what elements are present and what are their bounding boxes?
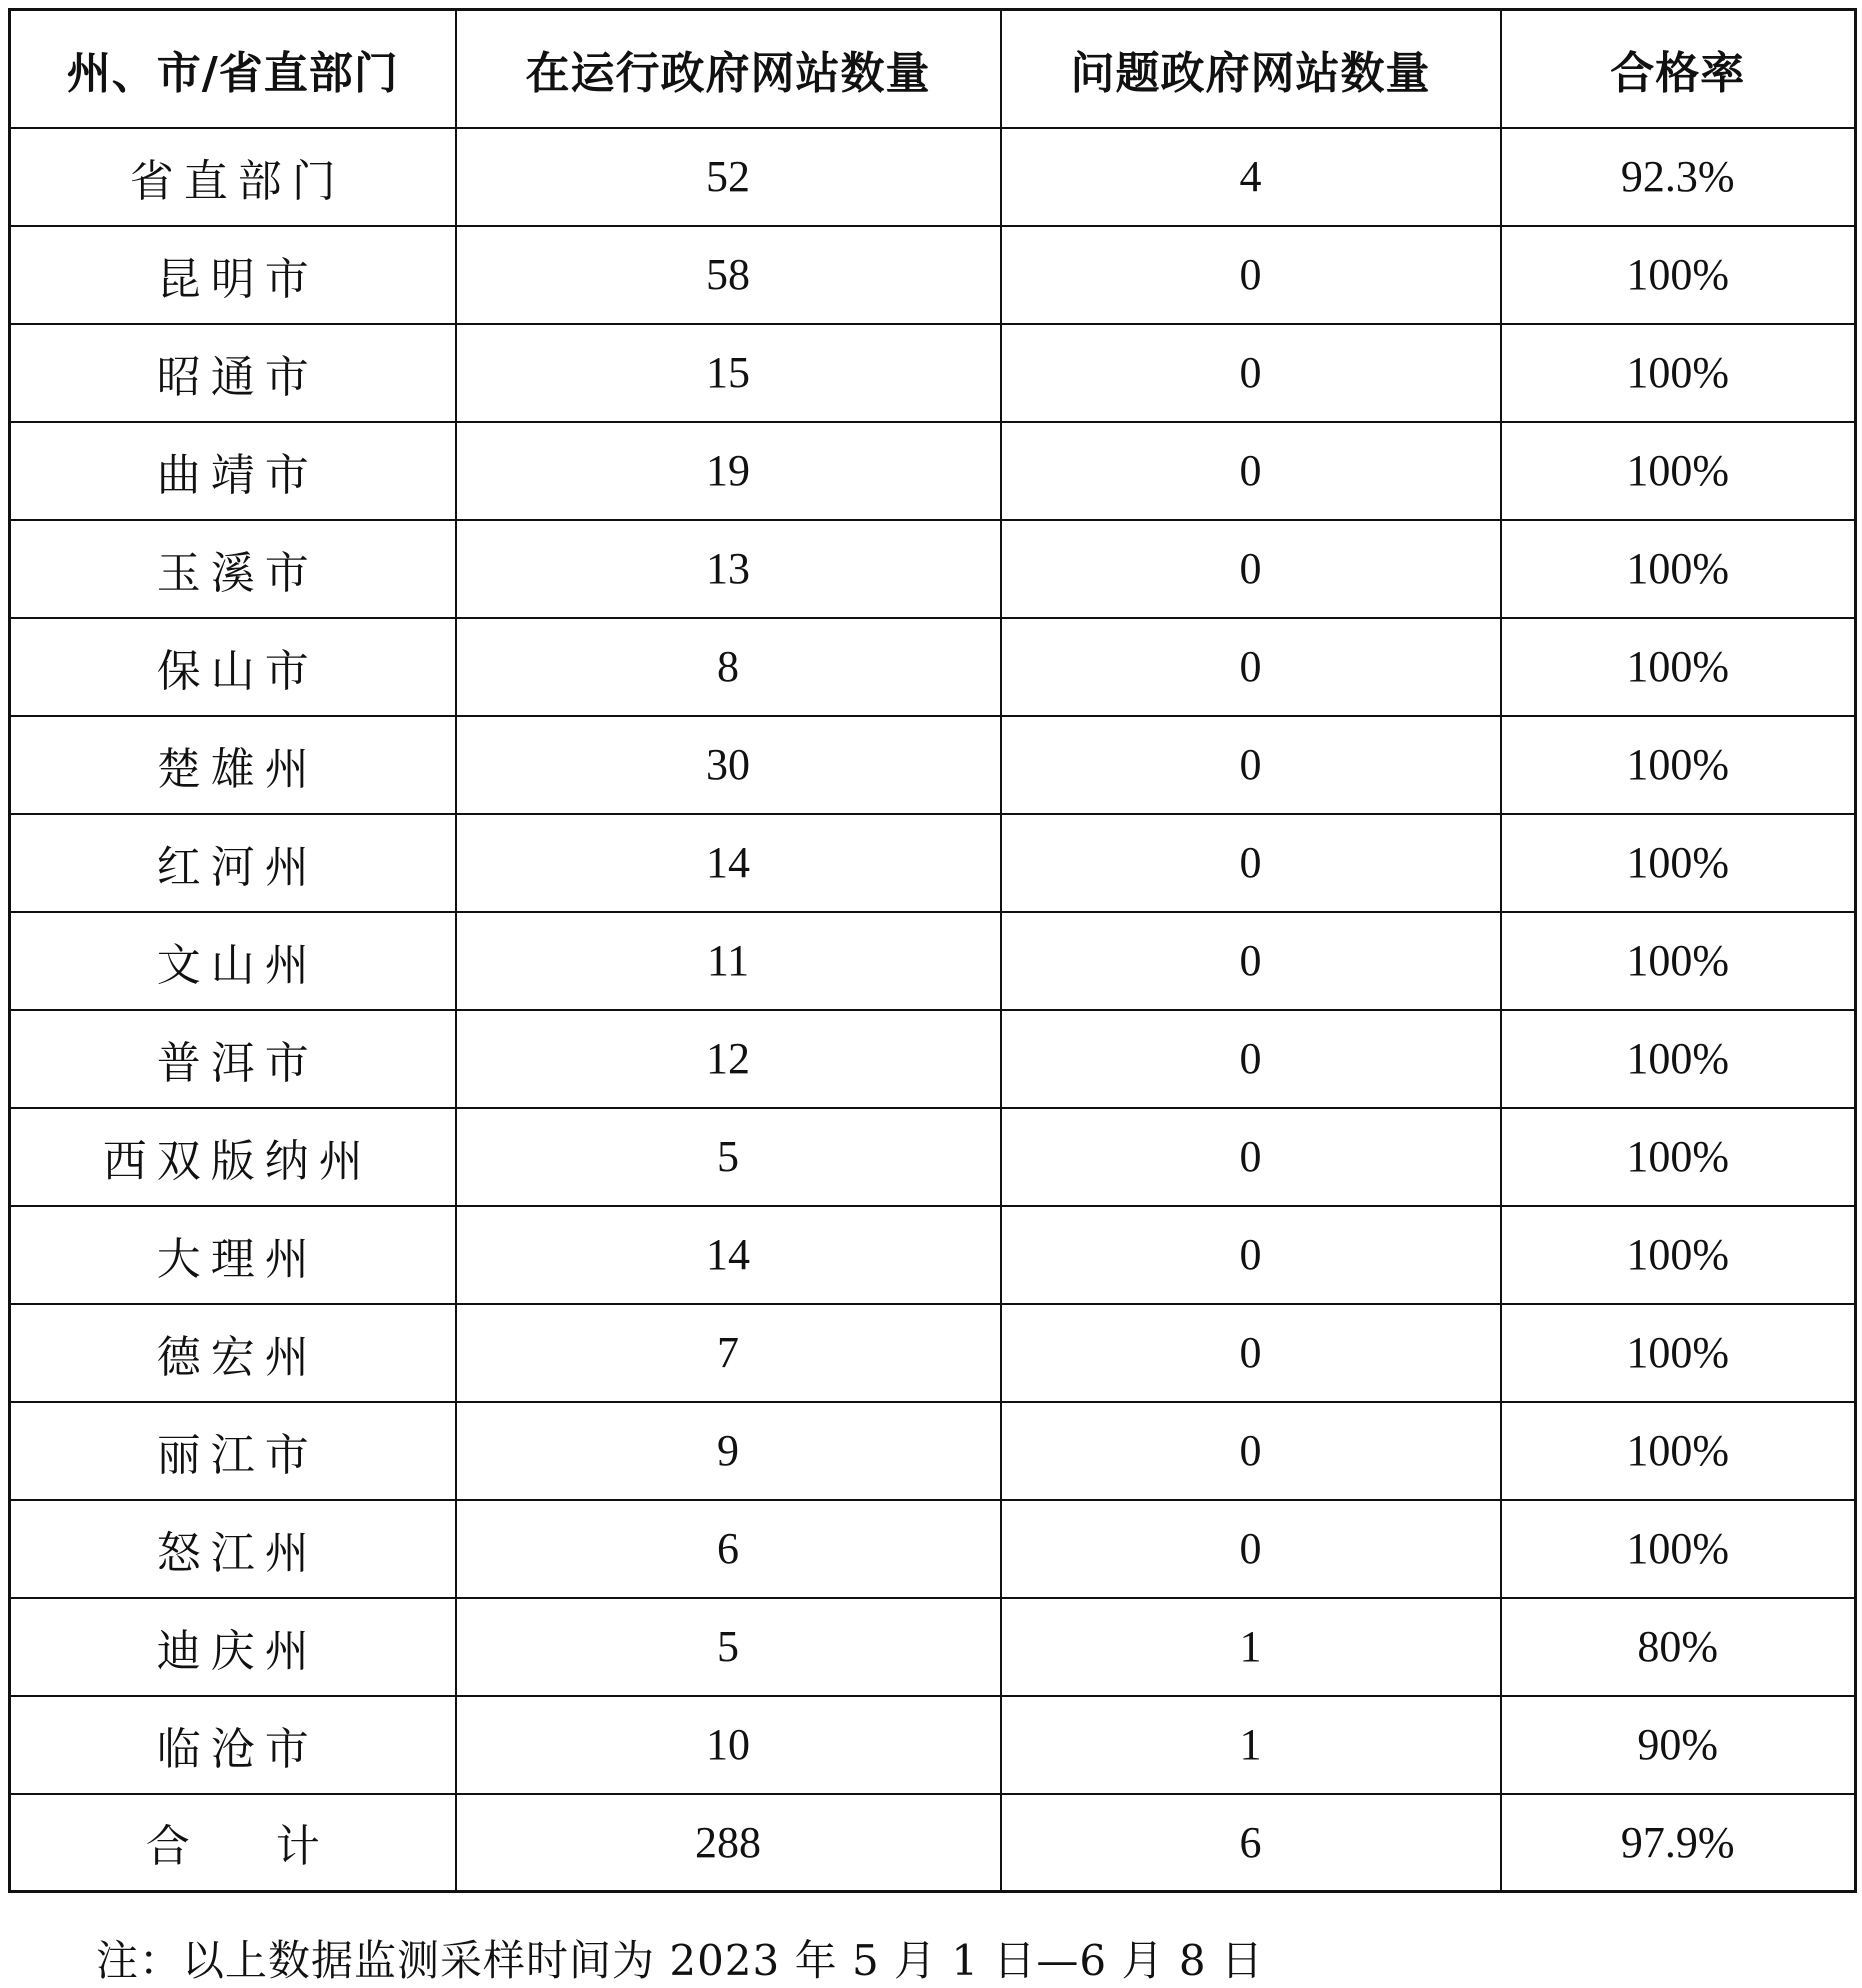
running-sites-cell: 15 <box>456 324 1001 422</box>
total-running-sites-cell: 288 <box>456 1794 1001 1892</box>
running-sites-cell: 13 <box>456 520 1001 618</box>
region-cell: 曲靖市 <box>10 422 456 520</box>
problem-sites-cell: 0 <box>1001 814 1501 912</box>
region-cell: 红河州 <box>10 814 456 912</box>
running-sites-cell: 7 <box>456 1304 1001 1402</box>
pass-rate-cell: 100% <box>1501 520 1856 618</box>
pass-rate-cell: 92.3% <box>1501 128 1856 226</box>
region-cell: 楚雄州 <box>10 716 456 814</box>
running-sites-cell: 8 <box>456 618 1001 716</box>
table-row <box>10 618 1856 716</box>
problem-sites-cell: 0 <box>1001 618 1501 716</box>
pass-rate-cell: 100% <box>1501 1402 1856 1500</box>
document-page <box>8 8 1854 1893</box>
pass-rate-cell: 100% <box>1501 422 1856 520</box>
running-sites-cell: 9 <box>456 1402 1001 1500</box>
running-sites-cell: 5 <box>456 1598 1001 1696</box>
region-cell: 昭通市 <box>10 324 456 422</box>
running-sites-cell: 14 <box>456 814 1001 912</box>
running-sites-cell: 6 <box>456 1500 1001 1598</box>
region-cell: 玉溪市 <box>10 520 456 618</box>
problem-sites-cell: 0 <box>1001 912 1501 1010</box>
pass-rate-cell: 100% <box>1501 1108 1856 1206</box>
running-sites-cell: 12 <box>456 1010 1001 1108</box>
region-cell: 怒江州 <box>10 1500 456 1598</box>
website-monitoring-table <box>8 8 1857 1893</box>
table-row <box>10 1500 1856 1598</box>
pass-rate-cell: 80% <box>1501 1598 1856 1696</box>
pass-rate-cell: 100% <box>1501 814 1856 912</box>
problem-sites-cell: 0 <box>1001 324 1501 422</box>
running-sites-cell: 11 <box>456 912 1001 1010</box>
problem-sites-cell: 0 <box>1001 1402 1501 1500</box>
header-row <box>10 10 1856 128</box>
problem-sites-cell: 0 <box>1001 520 1501 618</box>
table-row <box>10 1598 1856 1696</box>
header-problem-sites: 问题政府网站数量 <box>1001 10 1501 128</box>
total-pass-rate-cell: 97.9% <box>1501 1794 1856 1892</box>
header-region: 州、市/省直部门 <box>10 10 456 128</box>
table-row <box>10 128 1856 226</box>
running-sites-cell: 58 <box>456 226 1001 324</box>
region-cell: 丽江市 <box>10 1402 456 1500</box>
pass-rate-cell: 100% <box>1501 1304 1856 1402</box>
pass-rate-cell: 100% <box>1501 716 1856 814</box>
pass-rate-cell: 100% <box>1501 1500 1856 1598</box>
total-label-cell <box>10 1794 456 1892</box>
region-cell: 西双版纳州 <box>10 1108 456 1206</box>
total-row <box>10 1794 1856 1892</box>
table-row <box>10 716 1856 814</box>
region-cell: 临沧市 <box>10 1696 456 1794</box>
problem-sites-cell: 0 <box>1001 1010 1501 1108</box>
header-pass-rate: 合格率 <box>1501 10 1856 128</box>
table-row <box>10 814 1856 912</box>
header-running-sites: 在运行政府网站数量 <box>456 10 1001 128</box>
table-row <box>10 1696 1856 1794</box>
problem-sites-cell: 0 <box>1001 716 1501 814</box>
problem-sites-cell: 1 <box>1001 1598 1501 1696</box>
running-sites-cell: 14 <box>456 1206 1001 1304</box>
running-sites-cell: 19 <box>456 422 1001 520</box>
pass-rate-cell: 100% <box>1501 1206 1856 1304</box>
table-row <box>10 1402 1856 1500</box>
region-cell: 省直部门 <box>10 128 456 226</box>
region-cell: 德宏州 <box>10 1304 456 1402</box>
running-sites-cell: 30 <box>456 716 1001 814</box>
table-row <box>10 422 1856 520</box>
running-sites-cell: 52 <box>456 128 1001 226</box>
table-row <box>10 1010 1856 1108</box>
region-cell: 大理州 <box>10 1206 456 1304</box>
table-row <box>10 1304 1856 1402</box>
region-cell: 迪庆州 <box>10 1598 456 1696</box>
running-sites-cell: 10 <box>456 1696 1001 1794</box>
running-sites-cell: 5 <box>456 1108 1001 1206</box>
pass-rate-cell: 100% <box>1501 324 1856 422</box>
problem-sites-cell: 0 <box>1001 226 1501 324</box>
table-row <box>10 1108 1856 1206</box>
region-cell: 文山州 <box>10 912 456 1010</box>
total-label-first: 合 <box>145 1821 190 1873</box>
pass-rate-cell: 100% <box>1501 226 1856 324</box>
table-row <box>10 520 1856 618</box>
region-cell: 昆明市 <box>10 226 456 324</box>
pass-rate-cell: 100% <box>1501 912 1856 1010</box>
table-row <box>10 324 1856 422</box>
total-label-second: 计 <box>275 1821 320 1873</box>
problem-sites-cell: 0 <box>1001 1500 1501 1598</box>
problem-sites-cell: 0 <box>1001 1108 1501 1206</box>
region-cell: 保山市 <box>10 618 456 716</box>
problem-sites-cell: 0 <box>1001 1206 1501 1304</box>
problem-sites-cell: 1 <box>1001 1696 1501 1794</box>
table-row <box>10 912 1856 1010</box>
table-row <box>10 1206 1856 1304</box>
pass-rate-cell: 90% <box>1501 1696 1856 1794</box>
table-note: 注：以上数据监测采样时间为 2023 年 5 月 1 日—6 月 8 日 <box>96 1936 1264 1985</box>
table-row <box>10 226 1856 324</box>
problem-sites-cell: 0 <box>1001 1304 1501 1402</box>
total-problem-sites-cell: 6 <box>1001 1794 1501 1892</box>
region-cell: 普洱市 <box>10 1010 456 1108</box>
pass-rate-cell: 100% <box>1501 618 1856 716</box>
problem-sites-cell: 4 <box>1001 128 1501 226</box>
problem-sites-cell: 0 <box>1001 422 1501 520</box>
pass-rate-cell: 100% <box>1501 1010 1856 1108</box>
